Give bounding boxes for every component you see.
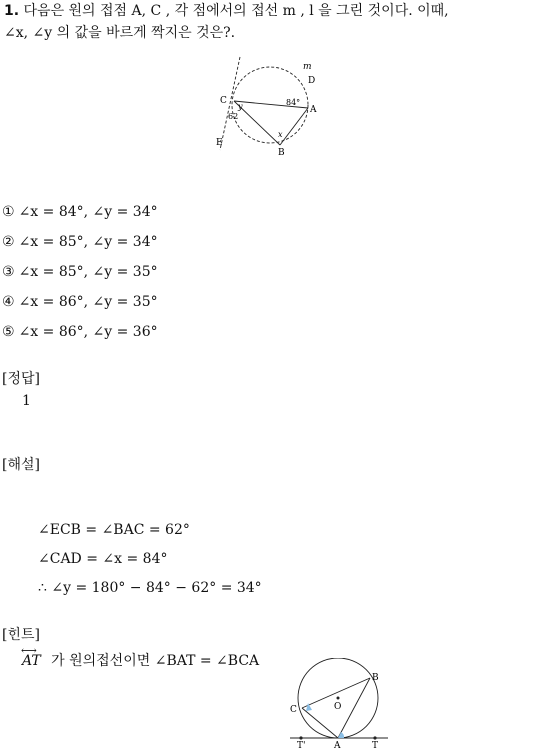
explanation-line-1: ∠ECB = ∠BAC = 62° xyxy=(38,522,190,538)
answer-header: [정답] xyxy=(2,371,40,387)
hint-line xyxy=(21,644,260,670)
choice-2[interactable] xyxy=(2,234,158,250)
label-m: m xyxy=(303,62,312,72)
label-c-2: C xyxy=(290,705,297,715)
choice-2-text: ∠x = 85°, ∠y = 34° xyxy=(18,234,158,250)
line-at-label: AT xyxy=(22,653,41,669)
question-text-1: 다음은 원의 접점 A, C , 각 점에서의 접선 m , l 을 그린 것이다. 이때, xyxy=(23,3,449,19)
label-e: E xyxy=(216,138,223,148)
choice-5-text: ∠x = 86°, ∠y = 36° xyxy=(18,324,158,340)
point-t xyxy=(373,736,376,739)
label-t: T xyxy=(372,741,379,749)
center-dot xyxy=(337,697,340,700)
point-t-prime xyxy=(299,736,302,739)
label-t-prime: T' xyxy=(297,741,306,749)
hint-text: 가 원의접선이면 ∠BAT = ∠BCA xyxy=(51,653,260,669)
chord-ab-2 xyxy=(338,678,370,738)
label-b: B xyxy=(278,148,285,155)
tangent-chord-figure xyxy=(288,658,398,749)
choice-4-marker: ④ xyxy=(2,294,15,310)
label-b-2: B xyxy=(372,673,379,683)
line-at-symbol xyxy=(21,644,41,669)
choice-3[interactable] xyxy=(2,264,158,280)
explanation-line-2: ∠CAD = ∠x = 84° xyxy=(38,551,168,567)
answer-value: 1 xyxy=(22,393,31,409)
question-line-2: ∠x, ∠y 의 값을 바르게 짝지은 것은?. xyxy=(4,25,236,41)
choice-3-text: ∠x = 85°, ∠y = 35° xyxy=(18,264,158,280)
double-arrow-icon: ⟷ xyxy=(21,644,37,657)
label-d: D xyxy=(308,76,316,86)
question-line-1 xyxy=(4,0,449,22)
label-y: y xyxy=(238,102,243,111)
choice-4-text: ∠x = 86°, ∠y = 35° xyxy=(18,294,158,310)
choice-5-marker: ⑤ xyxy=(2,324,15,340)
label-62: 62 xyxy=(228,112,239,121)
explanation-line-3: ∴ ∠y = 180° − 84° − 62° = 34° xyxy=(38,580,262,596)
choice-1-marker: ① xyxy=(2,204,15,220)
label-84: 84° xyxy=(286,98,301,107)
choice-2-marker: ② xyxy=(2,234,15,250)
angle-a-marker xyxy=(338,732,344,738)
choice-4[interactable] xyxy=(2,294,158,310)
explanation-header: [해설] xyxy=(2,457,40,473)
tangent-circle-figure xyxy=(210,55,330,155)
label-c: C xyxy=(220,96,227,106)
choice-5[interactable] xyxy=(2,324,158,340)
label-a: A xyxy=(310,105,317,115)
label-x: x xyxy=(278,130,283,139)
hint-header: [힌트] xyxy=(2,627,40,643)
chord-ab xyxy=(280,108,308,145)
choice-3-marker: ③ xyxy=(2,264,15,280)
label-a-2: A xyxy=(334,741,341,749)
question-number: 1. xyxy=(4,3,20,19)
choice-1-text: ∠x = 84°, ∠y = 34° xyxy=(18,204,158,220)
choice-1[interactable] xyxy=(2,204,158,220)
label-o: O xyxy=(334,702,342,712)
